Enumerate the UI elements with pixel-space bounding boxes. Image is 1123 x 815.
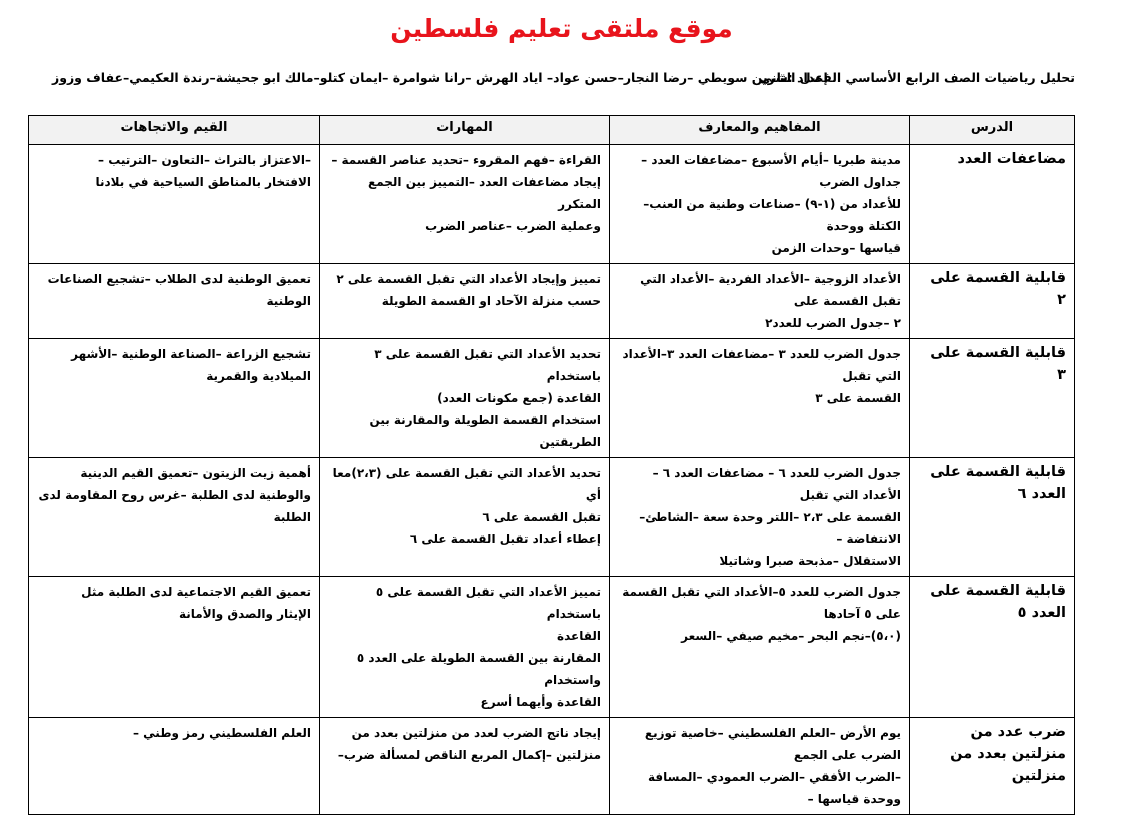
cell-line: تعميق القيم الاجتماعية لدى الطلبة مثل [81,585,311,599]
table-row [29,339,1075,458]
table-row [29,145,1075,264]
cell-line: إيجاد ناتج الضرب لعدد من منزلتين بعدد من [351,726,601,740]
cell-line: مدينة طبريا –أيام الأسبوع –مضاعفات العدد –جداول الضرب [641,153,901,189]
cell-line: تشجيع الزراعة –الصناعة الوطنية –الأشهر [71,347,311,361]
curriculum-analysis-table [28,115,1075,815]
cell-line: للأعداد من (١-٩) –صناعات وطنية من العنب–الكتلة ووحدة [643,197,901,233]
cell-line: الميلادية والقمرية [206,369,311,383]
cell-line: الإيثار والصدق والأمانة [178,607,311,621]
skills-cell [320,145,610,264]
table-row [29,264,1075,339]
concepts-cell [610,339,910,458]
cell-line: الطلبة [273,510,311,524]
concepts-cell [610,145,910,264]
lesson-cell: مضاعفات العدد [910,145,1075,264]
cell-line: تقبل القسمة على ٦ [482,510,601,524]
values-cell [29,458,320,577]
values-cell [29,339,320,458]
lesson-cell: ضرب عدد من منزلتين بعدد من منزلتين [910,718,1075,815]
concepts-cell [610,458,910,577]
values-cell [29,718,320,815]
header-values: القيم والاتجاهات [29,116,320,145]
cell-line: جدول الضرب للعدد ٥–الأعداد التي تقبل القسمة على ٥ آحادها [622,585,901,621]
cell-line: –الاعتزاز بالتراث –التعاون –الترتيب – [98,153,311,167]
lesson-cell: قابلية القسمة على ٢ [910,264,1075,339]
cell-line: يوم الأرض –العلم الفلسطيني –خاصية توزيع الضرب على الجمع [644,726,901,762]
cell-line: –الضرب الأفقي –الضرب العمودي –المسافة ووحدة قياسها – [648,770,901,806]
values-cell [29,264,320,339]
table-row [29,458,1075,577]
cell-line: تمييز الأعداد التي تقبل القسمة على ٥ باستخدام [375,585,601,621]
authors-line: إعداد :شرين سويطي –رضا النجار–حسن عواد– اياد الهرش –رانا شوامرة –ايمان كتلو–مالك ابو جحيشة–رندة العكيمي–عفاف وزوز [52,70,828,85]
cell-line: القراءة –فهم المقروء –تحديد عناصر القسمة – [331,153,601,167]
cell-line: وعملية الضرب –عناصر الضرب [425,219,601,233]
cell-line: منزلتين –إكمال المربع الناقص لمسألة ضرب– [337,748,601,762]
header-skills: المهارات [320,116,610,145]
cell-line: قياسها –وحدات الزمن [771,241,901,255]
concepts-cell [610,577,910,718]
cell-line: تعميق الوطنية لدى الطلاب –تشجيع الصناعات [47,272,311,286]
lesson-cell: قابلية القسمة على ٣ [910,339,1075,458]
skills-cell [320,718,610,815]
cell-line: الاستقلال –مذبحة صبرا وشاتيلا [719,554,901,568]
cell-line: جدول الضرب للعدد ٦ – مضاعفات العدد ٦ –الأعداد التي تقبل [652,466,901,502]
cell-line: الافتخار بالمناطق السياحية في بلادنا [95,175,311,189]
concepts-cell [610,718,910,815]
cell-line: الأعداد الزوجية –الأعداد الفردية –الأعداد التي تقبل القسمة على [640,272,901,308]
document-subtitle: تحليل رياضيات الصف الرابع الأساسي الفصل الثاني [759,70,1075,85]
cell-line: القاعدة [557,629,601,643]
table-header-row [29,116,1075,145]
cell-line: استخدام القسمة الطويلة والمقارنة بين الطريقتين [369,413,601,449]
table-row [29,718,1075,815]
cell-line: القسمة على ٣ [815,391,901,405]
table-row [29,577,1075,718]
cell-line: إعطاء أعداد تقبل القسمة على ٦ [409,532,601,546]
header-lesson: الدرس [910,116,1075,145]
cell-line: القاعدة (جمع مكونات العدد) [437,391,601,405]
cell-line: حسب منزلة الآحاد او القسمة الطويلة [381,294,601,308]
lesson-cell: قابلية القسمة على العدد ٥ [910,577,1075,718]
cell-line: (٥،٠)–نجم البحر –مخيم صيفي –السعر [681,629,901,643]
cell-line: جدول الضرب للعدد ٣ –مضاعفات العدد ٣–الأعداد التي تقبل [622,347,901,383]
skills-cell [320,458,610,577]
skills-cell [320,264,610,339]
cell-line: القاعدة وأيهما أسرع [480,695,601,709]
header-concepts: المفاهيم والمعارف [610,116,910,145]
cell-line: تحديد الأعداد التي تقبل القسمة على ٣ باستخدام [374,347,601,383]
cell-line: تحديد الأعداد التي تقبل القسمة على (٢،٣)معا أي [332,466,601,502]
values-cell [29,577,320,718]
cell-line: إيجاد مضاعفات العدد –التمييز بين الجمع المتكرر [368,175,601,211]
site-title: موقع ملتقى تعليم فلسطين [390,14,733,43]
cell-line: والوطنية لدى الطلبة –غرس روح المقاومة لدى [38,488,311,502]
skills-cell [320,577,610,718]
cell-line: تمييز وإيجاد الأعداد التي تقبل القسمة على ٢ [336,272,601,286]
cell-line: ٢ –جدول الضرب للعدد٢ [765,316,901,330]
concepts-cell [610,264,910,339]
cell-line: المقارنة بين القسمة الطويلة على العدد ٥ واستخدام [356,651,601,687]
cell-line: القسمة على ٢،٣ –اللتر وحدة سعة –الشاطئ–الانتفاضة – [639,510,901,546]
cell-line: الوطنية [266,294,311,308]
lesson-cell: قابلية القسمة على العدد ٦ [910,458,1075,577]
skills-cell [320,339,610,458]
cell-line: أهمية زيت الزيتون –تعميق القيم الدينية [80,466,311,480]
cell-line: العلم الفلسطيني رمز وطني – [132,726,311,740]
values-cell [29,145,320,264]
